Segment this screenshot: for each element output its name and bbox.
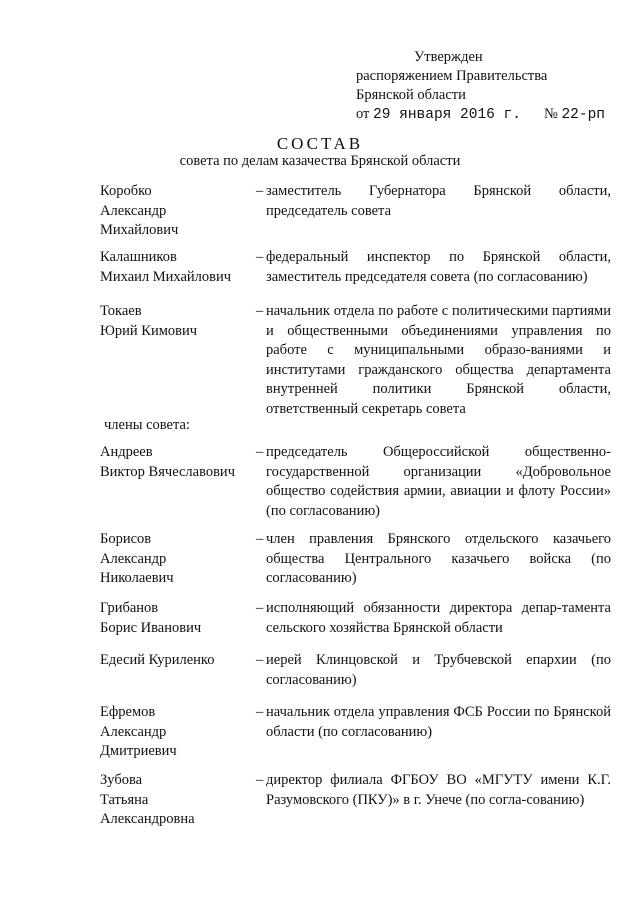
member-name-line: Ефремов <box>100 704 156 720</box>
title-subheading: совета по делам казачества Брянской области <box>179 153 461 169</box>
member-name <box>100 443 250 482</box>
member-name-line: Александровна <box>100 811 195 827</box>
member-name <box>100 599 250 638</box>
member-name <box>100 771 250 830</box>
member-name-line: Александр <box>100 202 167 219</box>
member-name-line: Виктор Вячеславович <box>100 463 235 480</box>
member-name-line: Татьяна <box>100 791 149 808</box>
member-name-line: Грибанов <box>100 600 159 616</box>
member-role: исполняющий обязанности директора депар-тамента сельского хозяйства Брянской области <box>266 600 611 636</box>
member-role: начальник отдела по работе с политическими партиями и общественными объединениями управления по работе с муниципальными образо-ваниями и институтами гражданского общества департамента внутренней политики Брянской области, ответственный секретарь совета <box>266 303 611 417</box>
member-name-line: Зубова <box>100 772 143 788</box>
member-name-line: Едесий Куриленко <box>100 652 215 668</box>
approval-date-value: 29 января 2016 г. <box>373 107 521 123</box>
member-name-line: Михайлович <box>100 222 179 238</box>
member-name-line: Юрий Кимович <box>100 322 198 339</box>
member-role: директор филиала ФГБОУ ВО «МГУТУ имени К.Г. Разумовского (ПКУ)» в г. Унече (по согла-сованию) <box>266 772 611 808</box>
approval-block <box>356 48 605 125</box>
dash: – <box>256 531 264 547</box>
dash: – <box>256 704 264 720</box>
member-name-line: Андреев <box>100 444 153 460</box>
dash: – <box>256 249 264 265</box>
dash: – <box>256 652 264 668</box>
dash: – <box>256 772 264 788</box>
approval-number-value: 22-рп <box>561 107 605 123</box>
member-role: федеральный инспектор по Брянской области, заместитель председателя совета (по согласованию) <box>266 249 611 285</box>
member-name <box>100 182 250 241</box>
member-name-line: Коробко <box>100 183 152 199</box>
approval-line-order: распоряжением Правительства <box>356 68 548 84</box>
member-name <box>100 703 250 762</box>
member-name <box>100 651 250 671</box>
approval-line-approved: Утвержден <box>414 49 483 65</box>
approval-line-region: Брянской области <box>356 87 466 103</box>
members-label: члены совета: <box>104 417 190 433</box>
dash: – <box>256 600 264 616</box>
member-name-line: Борисов <box>100 531 152 547</box>
member-name <box>100 302 250 341</box>
member-name-line: Токаев <box>100 303 142 319</box>
member-name-line: Александр <box>100 550 167 567</box>
approval-date <box>356 105 547 125</box>
member-role: иерей Клинцовской и Трубчевской епархии (по согласованию) <box>266 652 611 688</box>
dash: – <box>256 303 264 319</box>
member-name-line: Калашников <box>100 249 177 265</box>
member-role: заместитель Губернатора Брянской области, председатель совета <box>266 183 611 219</box>
member-name <box>100 248 250 287</box>
member-name-line: Александр <box>100 723 167 740</box>
member-name-line: Николаевич <box>100 570 174 586</box>
member-name-line: Михаил Михайлович <box>100 268 232 285</box>
dash: – <box>256 183 264 199</box>
member-name <box>100 530 250 589</box>
member-name-line: Борис Иванович <box>100 619 202 636</box>
approval-date-prefix: от <box>356 106 370 122</box>
dash: – <box>256 444 264 460</box>
title-heading: СОСТАВ <box>276 134 364 153</box>
member-role: член правления Брянского отдельского казачьего общества Центрального казачьего войска (по согласованию) <box>266 531 611 586</box>
member-name-line: Дмитриевич <box>100 743 177 759</box>
approval-number-sign: № <box>544 106 558 122</box>
approval-number <box>544 105 605 125</box>
member-role: начальник отдела управления ФСБ России по Брянской области (по согласованию) <box>266 704 611 740</box>
member-role: председатель Общероссийской общественно-государственной организации «Добровольное общество содействия армии, авиации и флоту России» (по согласованию) <box>266 444 611 519</box>
